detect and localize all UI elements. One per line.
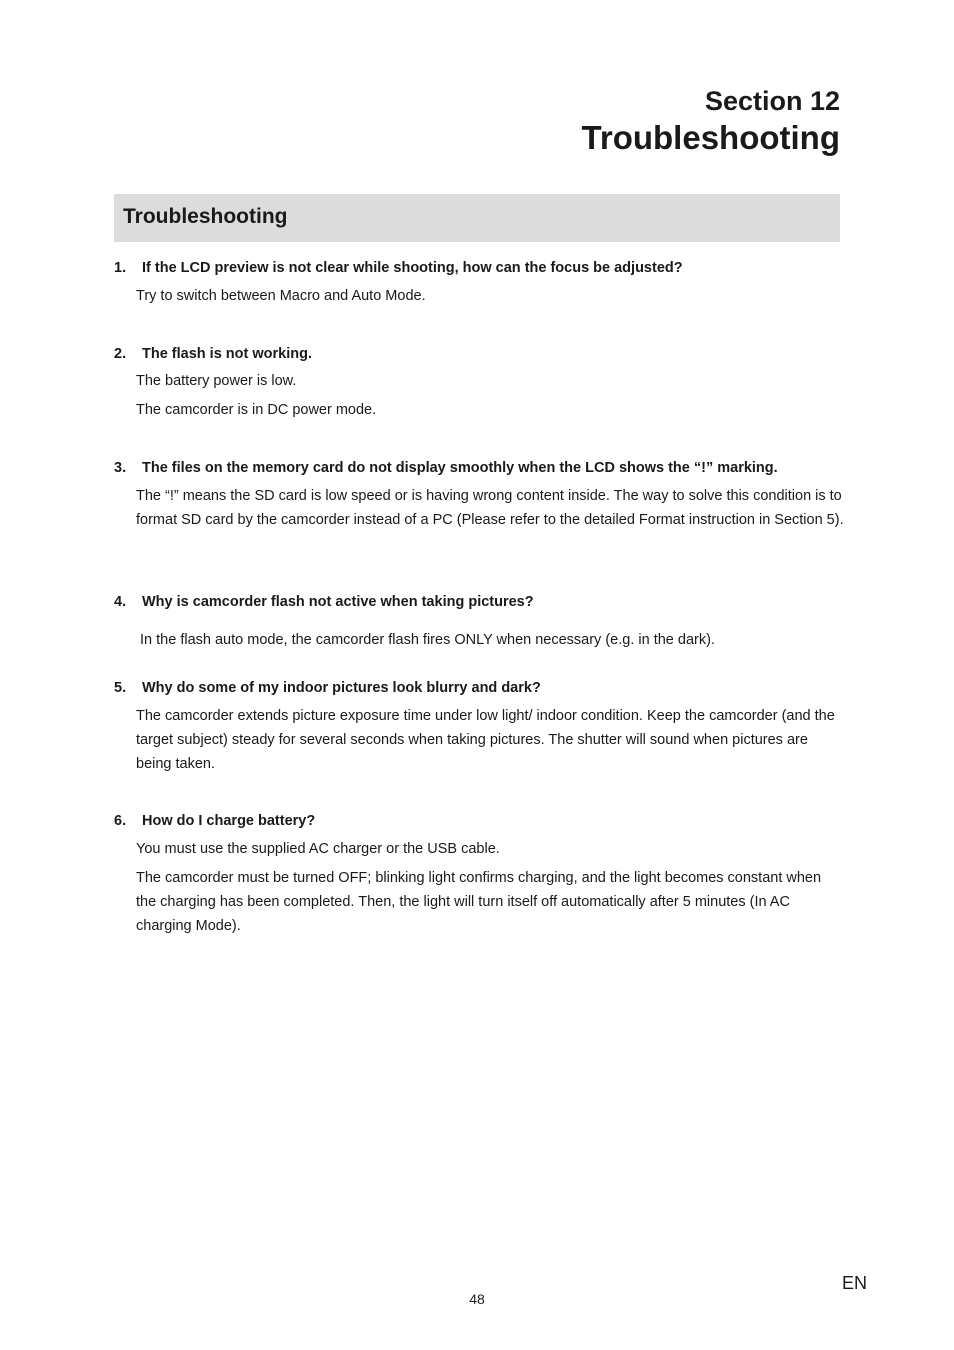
faq-answer: The camcorder must be turned OFF; blinking light confirms charging, and the light becomes constant when the charging has been completed. Then, the light will turn itself off automatically after 5 minutes (In AC charging Mode). xyxy=(136,870,822,934)
faq-number: 1. xyxy=(114,260,127,276)
faq-question-text: Why is camcorder flash not active when taking pictures? xyxy=(142,594,534,610)
faq-item-4 xyxy=(114,592,844,652)
faq-answer: You must use the supplied AC charger or the USB cable. xyxy=(136,841,500,857)
faq-number: 6. xyxy=(114,813,127,829)
section-banner xyxy=(114,194,840,242)
faq-number: 5. xyxy=(114,680,127,696)
faq-question-text: Why do some of my indoor pictures look blurry and dark? xyxy=(142,680,541,696)
faq-item-1 xyxy=(114,258,844,308)
faq-question xyxy=(114,678,844,698)
faq-question xyxy=(114,458,844,478)
faq-item-6 xyxy=(114,811,844,938)
page-number: 48 xyxy=(469,1291,485,1307)
faq-item-2 xyxy=(114,344,844,422)
faq-question xyxy=(114,344,844,364)
section-heading xyxy=(582,84,840,158)
faq-question-text: How do I charge battery? xyxy=(142,813,316,829)
language-label: EN xyxy=(841,1273,867,1293)
faq-question-text: The flash is not working. xyxy=(142,346,312,362)
faq-number: 4. xyxy=(114,594,127,610)
faq-answer: The “!” means the SD card is low speed or is having wrong content inside. The way to solve this condition is to format SD card by the camcorder instead of a PC (Please refer to the detailed Format instruction in Section 5). xyxy=(136,488,844,528)
page-title: Troubleshooting xyxy=(581,119,840,156)
faq-answer: In the flash auto mode, the camcorder flash fires ONLY when necessary (e.g. in the dark). xyxy=(136,632,715,648)
faq-answer: The camcorder extends picture exposure time under low light/ indoor condition. Keep the camcorder (and the target subject) steady for several seconds when taking pictures. The shutter will sound when pictures are being taken. xyxy=(136,708,835,772)
section-number: Section 12 xyxy=(704,86,840,116)
faq-question xyxy=(114,811,844,831)
faq-answer: The battery power is low. xyxy=(136,373,297,389)
faq-question-text: The files on the memory card do not display smoothly when the LCD shows the “!” marking. xyxy=(142,460,778,476)
faq-item-5 xyxy=(114,678,844,776)
faq-number: 3. xyxy=(114,460,127,476)
faq-number: 2. xyxy=(114,346,127,362)
faq-item-3 xyxy=(114,458,844,532)
faq-answer: The camcorder is in DC power mode. xyxy=(136,402,377,418)
faq-question xyxy=(114,258,844,278)
faq-answer: Try to switch between Macro and Auto Mode. xyxy=(136,288,426,304)
banner-title: Troubleshooting xyxy=(123,205,288,228)
faq-question xyxy=(114,592,844,612)
faq-question-text: If the LCD preview is not clear while shooting, how can the focus be adjusted? xyxy=(142,260,683,276)
